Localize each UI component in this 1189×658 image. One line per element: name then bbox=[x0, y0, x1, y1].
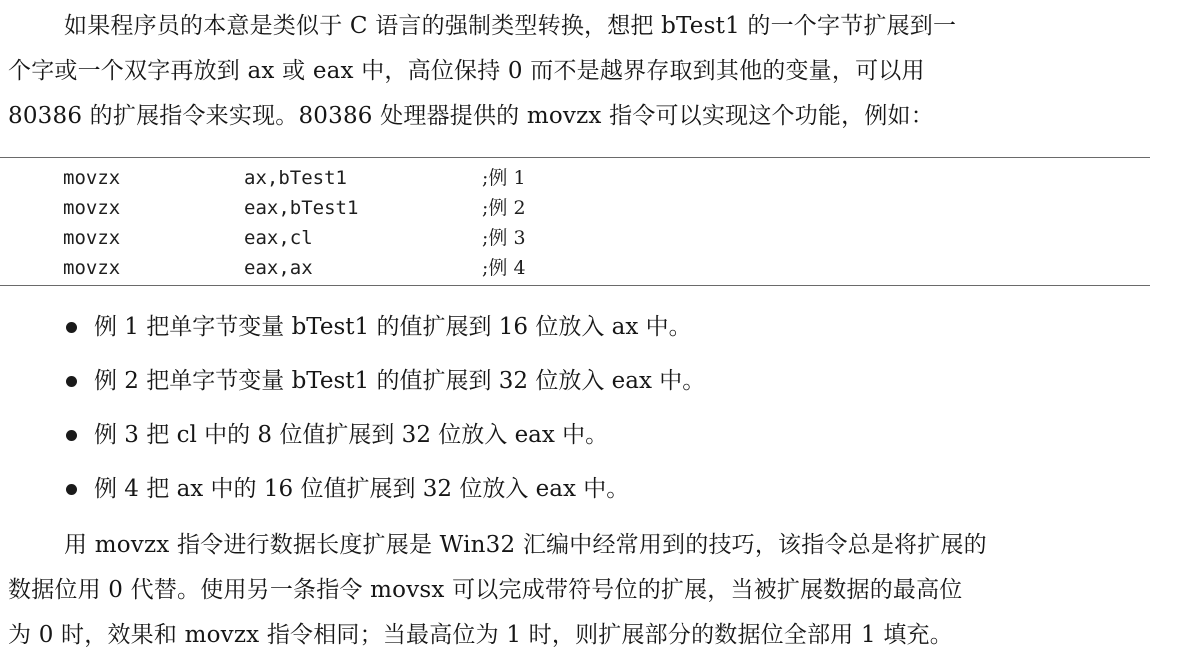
intro-line-2: 个字或一个双字再放到 ax 或 eax 中，高位保持 0 而不是越界存取到其他的变量，可以用 bbox=[8, 58, 925, 84]
code-top-rule bbox=[0, 157, 1150, 158]
code-operands: eax,bTest1 bbox=[244, 197, 359, 219]
list-item bbox=[0, 358, 1150, 412]
intro-paragraph bbox=[8, 4, 1158, 139]
bullet-dot-icon bbox=[66, 376, 77, 387]
bullet-text: 例 3 把 cl 中的 8 位值扩展到 32 位放入 eax 中。 bbox=[94, 422, 609, 448]
code-row bbox=[0, 193, 1150, 223]
closing-line-2: 数据位用 0 代替。使用另一条指令 movsx 可以完成带符号位的扩展，当被扩展数据的最高位 bbox=[8, 577, 963, 603]
code-opcode: movzx bbox=[63, 257, 121, 279]
bullet-dot-icon bbox=[66, 430, 77, 441]
code-opcode: movzx bbox=[63, 227, 121, 249]
code-row bbox=[0, 253, 1150, 283]
bullet-text: 例 4 把 ax 中的 16 位值扩展到 32 位放入 eax 中。 bbox=[94, 476, 630, 502]
intro-line-3: 80386 的扩展指令来实现。80386 处理器提供的 movzx 指令可以实现这个功能，例如： bbox=[8, 103, 934, 129]
bullet-dot-icon bbox=[66, 484, 77, 495]
bullet-text: 例 2 把单字节变量 bTest1 的值扩展到 32 位放入 eax 中。 bbox=[94, 368, 706, 394]
code-operands: eax,cl bbox=[244, 227, 313, 249]
list-item bbox=[0, 466, 1150, 520]
code-row bbox=[0, 223, 1150, 253]
closing-line-1: 用 movzx 指令进行数据长度扩展是 Win32 汇编中经常用到的技巧，该指令总是将扩展的 bbox=[64, 532, 987, 558]
code-operands: ax,bTest1 bbox=[244, 167, 347, 189]
intro-line-1: 如果程序员的本意是类似于 C 语言的强制类型转换，想把 bTest1 的一个字节扩展到一 bbox=[64, 13, 957, 39]
code-operands: eax,ax bbox=[244, 257, 313, 279]
code-opcode: movzx bbox=[63, 197, 121, 219]
code-bottom-rule bbox=[0, 285, 1150, 286]
bullet-text: 例 1 把单字节变量 bTest1 的值扩展到 16 位放入 ax 中。 bbox=[94, 314, 692, 340]
code-comment: ;例 2 bbox=[482, 197, 526, 219]
code-row bbox=[0, 163, 1150, 193]
closing-paragraph bbox=[8, 523, 1158, 658]
code-listing bbox=[0, 157, 1150, 287]
list-item bbox=[0, 304, 1150, 358]
code-comment: ;例 3 bbox=[482, 227, 526, 249]
bullet-dot-icon bbox=[66, 322, 77, 333]
closing-line-3: 为 0 时，效果和 movzx 指令相同；当最高位为 1 时，则扩展部分的数据位全部用 1 填充。 bbox=[8, 622, 953, 648]
code-opcode: movzx bbox=[63, 167, 121, 189]
bullet-list bbox=[0, 304, 1150, 520]
code-comment: ;例 4 bbox=[482, 257, 526, 279]
list-item bbox=[0, 412, 1150, 466]
code-comment: ;例 1 bbox=[482, 167, 526, 189]
